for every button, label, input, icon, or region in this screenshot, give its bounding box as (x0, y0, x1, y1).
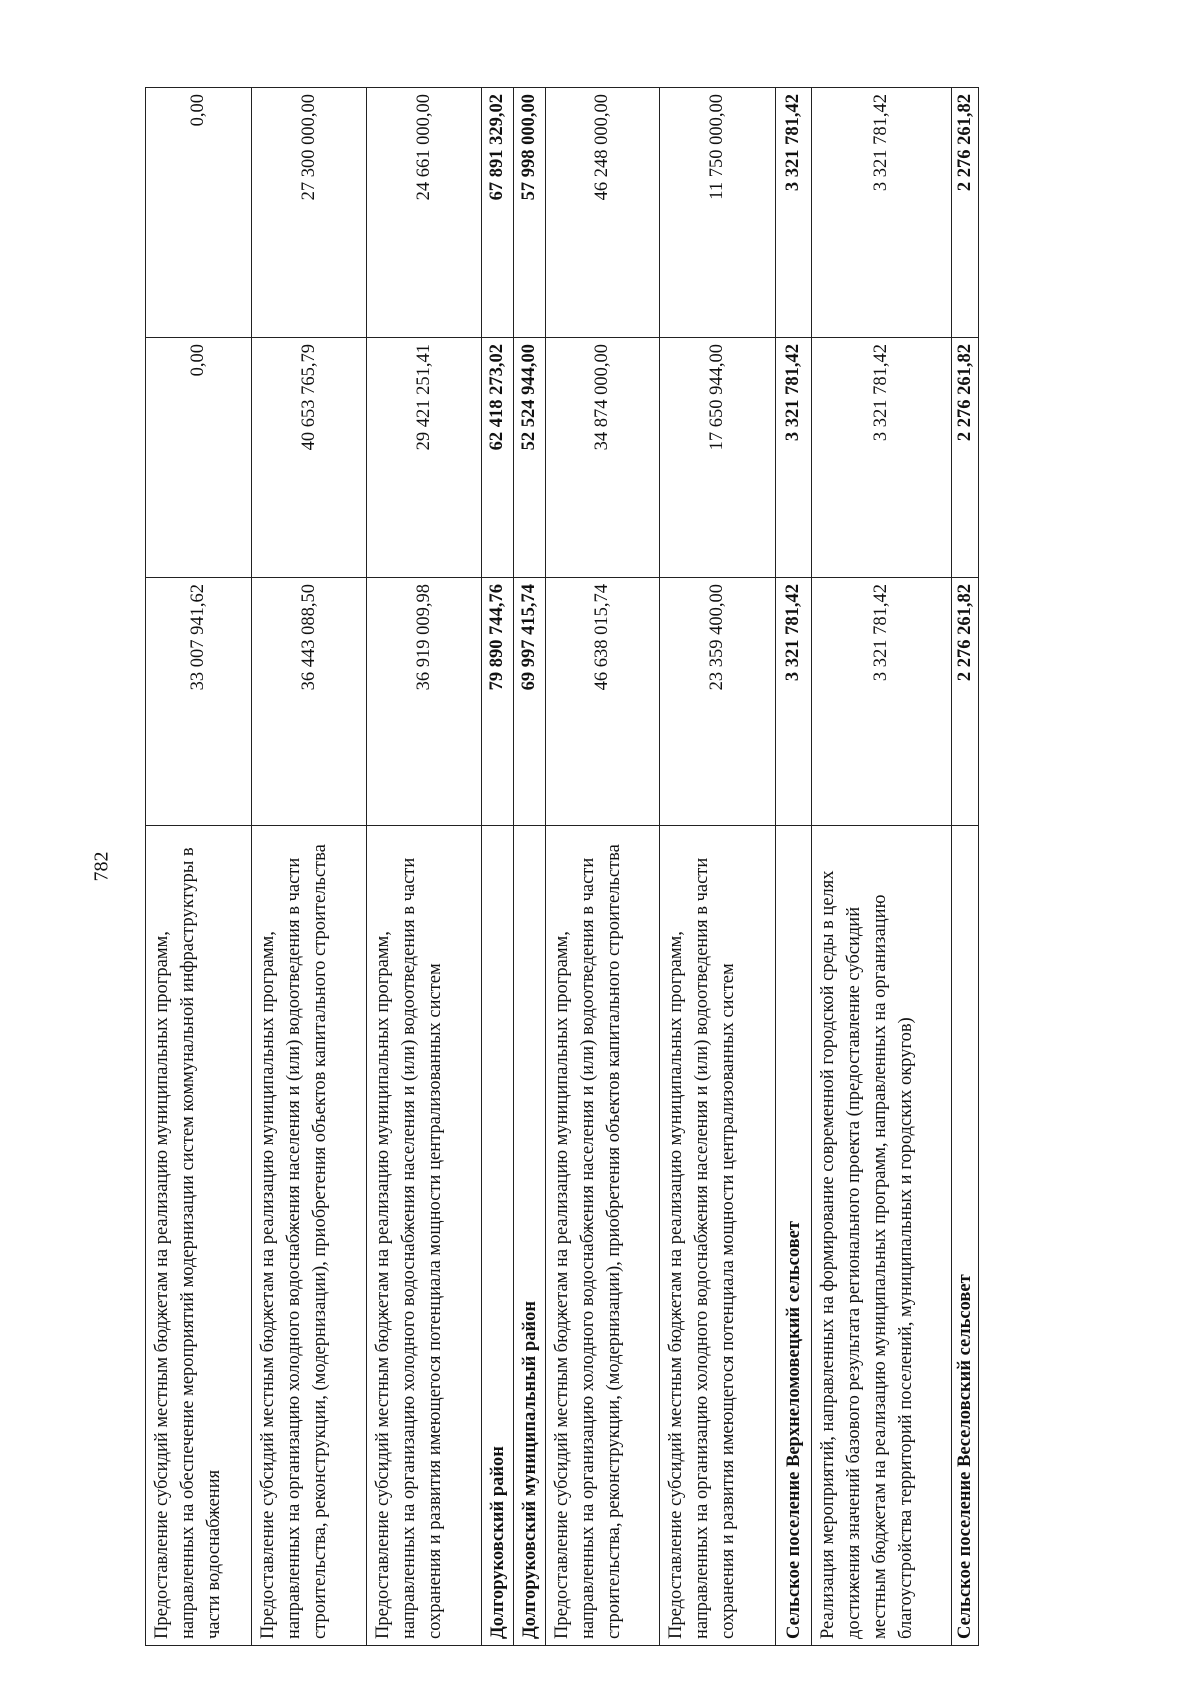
row-value-2: 0,00 (146, 338, 252, 578)
row-value-2: 17 650 944,00 (660, 338, 776, 578)
row-description: Сельское поселение Веселовский сельсовет (952, 826, 979, 1646)
row-value-2: 2 276 261,82 (952, 338, 979, 578)
row-description: Предоставление субсидий местным бюджетам на реализацию муниципальных программ, направленных на организацию холодного водоснабжения населения и (или) водоотведения в части сохранения и развития имеющегося потенциала мощности централизованных систем (367, 826, 482, 1646)
row-value-3: 2 276 261,82 (952, 88, 979, 338)
table-row-total (482, 88, 514, 1646)
table-row (252, 88, 367, 1646)
row-value-3: 0,00 (146, 88, 252, 338)
row-value-2: 3 321 781,42 (776, 338, 812, 578)
row-value-2: 62 418 273,02 (482, 338, 514, 578)
rotated-page-content (145, 88, 975, 1646)
row-value-3: 11 750 000,00 (660, 88, 776, 338)
page-number: 782 (90, 851, 113, 882)
row-value-3: 46 248 000,00 (546, 88, 660, 338)
table-row (146, 88, 252, 1646)
table-row-total (514, 88, 546, 1646)
row-value-2: 34 874 000,00 (546, 338, 660, 578)
table-row-total (776, 88, 812, 1646)
row-value-1: 46 638 015,74 (546, 578, 660, 826)
row-value-1: 69 997 415,74 (514, 578, 546, 826)
row-value-1: 3 321 781,42 (776, 578, 812, 826)
row-value-1: 79 890 744,76 (482, 578, 514, 826)
row-value-3: 3 321 781,42 (776, 88, 812, 338)
table-row-total (952, 88, 979, 1646)
row-description: Предоставление субсидий местным бюджетам на реализацию муниципальных программ, направленных на обеспечение мероприятий модернизации систем коммунальной инфраструктуры в части водоснабжения (146, 826, 252, 1646)
row-value-1: 23 359 400,00 (660, 578, 776, 826)
table-row (812, 88, 952, 1646)
row-description: Сельское поселение Верхнеломовецкий сельсовет (776, 826, 812, 1646)
row-value-1: 36 443 088,50 (252, 578, 367, 826)
row-value-2: 52 524 944,00 (514, 338, 546, 578)
row-value-2: 29 421 251,41 (367, 338, 482, 578)
table-row (367, 88, 482, 1646)
row-value-3: 67 891 329,02 (482, 88, 514, 338)
table-row (546, 88, 660, 1646)
row-value-2: 40 653 765,79 (252, 338, 367, 578)
row-value-1: 36 919 009,98 (367, 578, 482, 826)
budget-table (145, 87, 979, 1646)
row-value-2: 3 321 781,42 (812, 338, 952, 578)
row-value-3: 3 321 781,42 (812, 88, 952, 338)
row-description: Реализация мероприятий, направленных на формирование современной городской среды в целях достижения значений базового результата регионального проекта (предоставление субсидий местным бюджетам на реализацию муниципальных программ, направленных на организацию благоустройства территорий поселений, муниципальных и городских округов) (812, 826, 952, 1646)
table-row (660, 88, 776, 1646)
row-description: Долгоруковский район (482, 826, 514, 1646)
row-value-3: 57 998 000,00 (514, 88, 546, 338)
row-description: Предоставление субсидий местным бюджетам на реализацию муниципальных программ, направленных на организацию холодного водоснабжения населения и (или) водоотведения в части строительства, реконструкции, (модернизации), приобретения объектов капитального строительства (546, 826, 660, 1646)
row-value-3: 24 661 000,00 (367, 88, 482, 338)
row-value-3: 27 300 000,00 (252, 88, 367, 338)
row-description: Предоставление субсидий местным бюджетам на реализацию муниципальных программ, направленных на организацию холодного водоснабжения населения и (или) водоотведения в части строительства, реконструкции, (модернизации), приобретения объектов капитального строительства (252, 826, 367, 1646)
row-value-1: 2 276 261,82 (952, 578, 979, 826)
row-description: Предоставление субсидий местным бюджетам на реализацию муниципальных программ, направленных на организацию холодного водоснабжения населения и (или) водоотведения в части сохранения и развития имеющегося потенциала мощности централизованных систем (660, 826, 776, 1646)
row-value-1: 33 007 941,62 (146, 578, 252, 826)
row-description: Долгоруковский муниципальный район (514, 826, 546, 1646)
row-value-1: 3 321 781,42 (812, 578, 952, 826)
